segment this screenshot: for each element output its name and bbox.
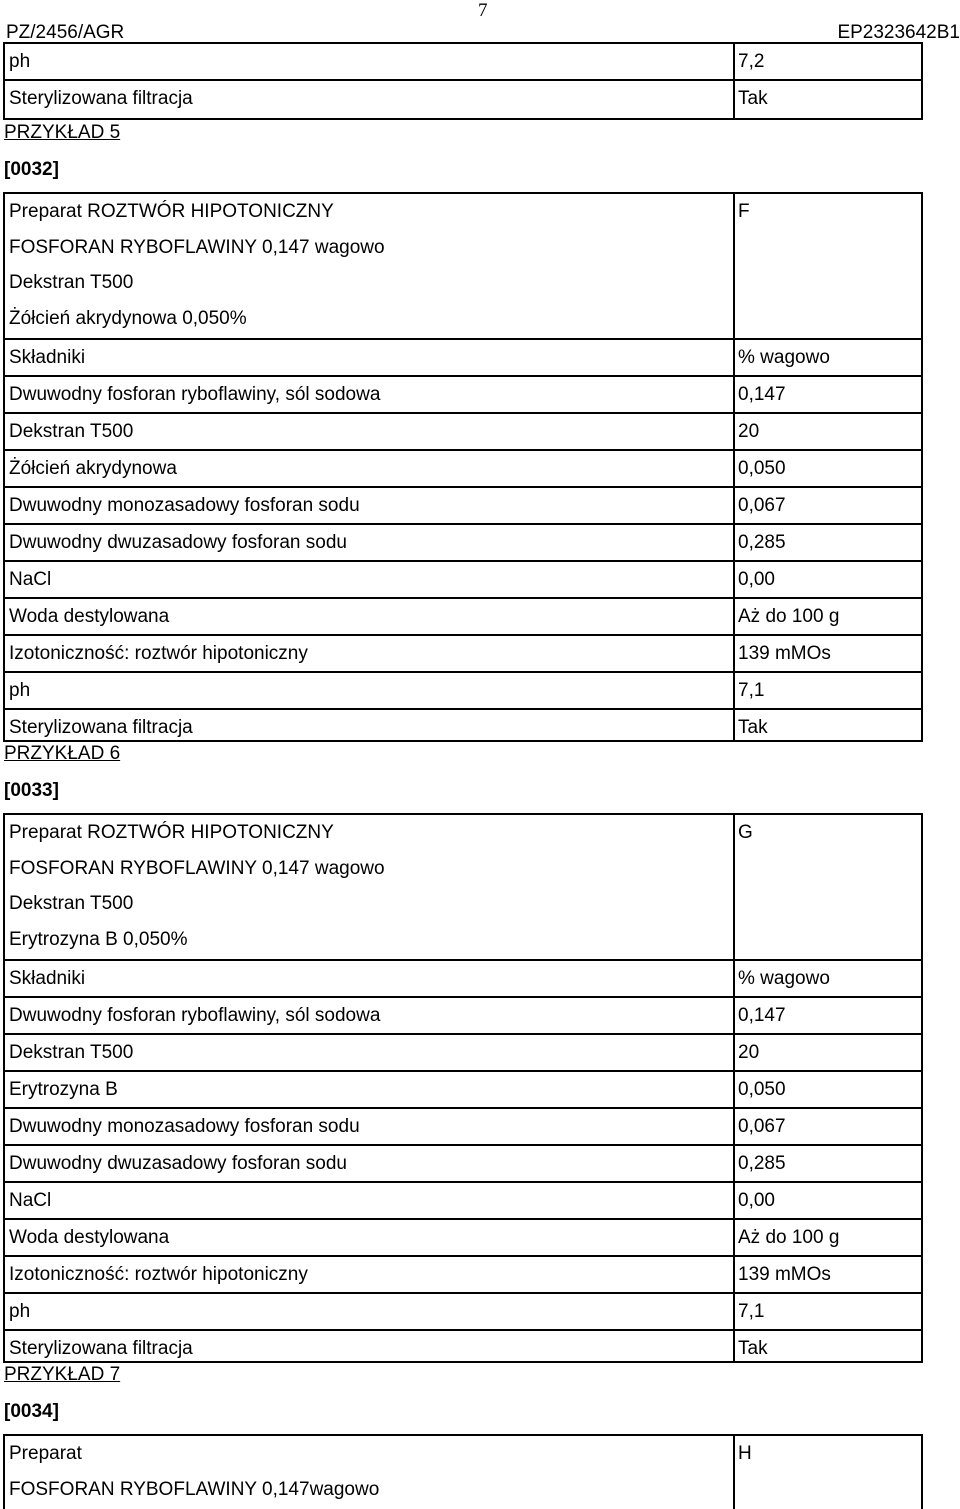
row-value: % wagowo — [738, 347, 830, 368]
row-label: Erytrozyna B — [9, 1079, 118, 1100]
row-value: Aż do 100 g — [738, 606, 840, 627]
table-row — [5, 959, 921, 996]
row-value: 0,147 — [738, 1005, 786, 1026]
row-label: Dekstran T500 — [9, 1042, 134, 1063]
table-row — [5, 523, 921, 560]
table-row — [5, 1070, 921, 1107]
row-label: Woda destylowana — [9, 1227, 170, 1248]
header-line: Żółcień akrydynowa 0,050% — [9, 307, 247, 329]
row-value: 0,067 — [738, 1116, 786, 1137]
row-label: Żółcień akrydynowa — [9, 458, 177, 479]
row-label: Woda destylowana — [9, 606, 170, 627]
row-value: 0,067 — [738, 495, 786, 516]
row-value: 20 — [738, 421, 760, 442]
row-value: 0,00 — [738, 1190, 775, 1211]
table-row — [5, 1329, 921, 1366]
header-line: Preparat — [9, 1443, 82, 1464]
row-label: Sterylizowana filtracja — [9, 1338, 193, 1359]
row-label: Sterylizowana filtracja — [9, 88, 193, 109]
formulation-code: H — [738, 1443, 752, 1464]
row-label: Izotoniczność: roztwór hipotoniczny — [9, 1264, 308, 1285]
header-line: Dekstran T500 — [9, 272, 134, 293]
row-value: 0,285 — [738, 1153, 786, 1174]
header-line: Erytrozyna B 0,050% — [9, 928, 188, 950]
row-value: 0,050 — [738, 458, 786, 479]
table-row — [5, 560, 921, 597]
formulation-header — [5, 1436, 921, 1509]
row-value: 0,285 — [738, 532, 786, 553]
row-value: 139 mMOs — [738, 643, 831, 664]
formulation-table-f — [3, 192, 923, 742]
row-label: Dwuwodny monozasadowy fosforan sodu — [9, 1116, 360, 1137]
formulation-code: F — [738, 201, 750, 222]
formulation-table-g — [3, 813, 923, 1363]
table-row — [5, 1181, 921, 1218]
row-label: Dwuwodny fosforan ryboflawiny, sól sodowa — [9, 384, 381, 405]
table-row — [5, 1292, 921, 1329]
row-label: Dekstran T500 — [9, 421, 134, 442]
table-row — [5, 412, 921, 449]
formulation-code: G — [738, 822, 753, 843]
row-label: Dwuwodny dwuzasadowy fosforan sodu — [9, 1153, 347, 1174]
row-value: 0,00 — [738, 569, 775, 590]
header-line: Dekstran T500 — [9, 893, 134, 914]
row-label: Składniki — [9, 347, 86, 368]
table-row — [5, 1218, 921, 1255]
row-label: NaCl — [9, 569, 52, 590]
header-line: FOSFORAN RYBOFLAWINY 0,147 wagowo — [9, 857, 385, 879]
document-id: PZ/2456/AGR — [6, 22, 125, 43]
table-row — [5, 708, 921, 745]
table-row — [5, 79, 921, 116]
table-row — [5, 1255, 921, 1292]
paragraph-number: [0033] — [4, 780, 59, 801]
header-line: FOSFORAN RYBOFLAWINY 0,147wagowo — [9, 1478, 380, 1500]
row-label: Dwuwodny monozasadowy fosforan sodu — [9, 495, 360, 516]
table-row — [5, 1144, 921, 1181]
example-heading: PRZYKŁAD 5 — [4, 122, 121, 143]
table-row — [5, 671, 921, 708]
table-row — [5, 634, 921, 671]
row-value: 0,050 — [738, 1079, 786, 1100]
row-value: Aż do 100 g — [738, 1227, 840, 1248]
row-value: % wagowo — [738, 968, 830, 989]
row-label: Dwuwodny fosforan ryboflawiny, sól sodowa — [9, 1005, 381, 1026]
header-line: Preparat ROZTWÓR HIPOTONICZNY — [9, 822, 334, 843]
row-value: Tak — [738, 1338, 768, 1359]
row-label: Dwuwodny dwuzasadowy fosforan sodu — [9, 532, 347, 553]
row-value: Tak — [738, 717, 768, 738]
table-row — [5, 338, 921, 375]
table-row — [5, 996, 921, 1033]
row-value: 0,147 — [738, 384, 786, 405]
row-label: Izotoniczność: roztwór hipotoniczny — [9, 643, 308, 664]
patent-number: EP2323642B1 — [837, 22, 960, 43]
header-line: FOSFORAN RYBOFLAWINY 0,147 wagowo — [9, 236, 385, 258]
row-value: 7,1 — [738, 680, 765, 701]
formulation-header — [5, 194, 921, 338]
table-row — [5, 44, 921, 79]
header-line: Preparat ROZTWÓR HIPOTONICZNY — [9, 201, 334, 222]
table-row — [5, 1107, 921, 1144]
row-label: NaCl — [9, 1190, 52, 1211]
row-label: ph — [9, 51, 31, 72]
example-heading: PRZYKŁAD 6 — [4, 743, 121, 764]
table-row — [5, 1033, 921, 1070]
row-value: 7,2 — [738, 51, 765, 72]
row-label: Składniki — [9, 968, 86, 989]
table-row — [5, 597, 921, 634]
row-label: ph — [9, 1301, 31, 1322]
row-value: 139 mMOs — [738, 1264, 831, 1285]
table-row — [5, 375, 921, 412]
table-continuation — [3, 42, 923, 120]
page-number: 7 — [478, 0, 488, 21]
table-row — [5, 486, 921, 523]
row-value: 20 — [738, 1042, 760, 1063]
row-label: Sterylizowana filtracja — [9, 717, 193, 738]
paragraph-number: [0034] — [4, 1401, 59, 1422]
table-row — [5, 449, 921, 486]
row-value: 7,1 — [738, 1301, 765, 1322]
example-heading: PRZYKŁAD 7 — [4, 1364, 121, 1385]
paragraph-number: [0032] — [4, 159, 59, 180]
row-value: Tak — [738, 88, 768, 109]
formulation-table-h — [3, 1434, 923, 1509]
row-label: ph — [9, 680, 31, 701]
formulation-header — [5, 815, 921, 959]
